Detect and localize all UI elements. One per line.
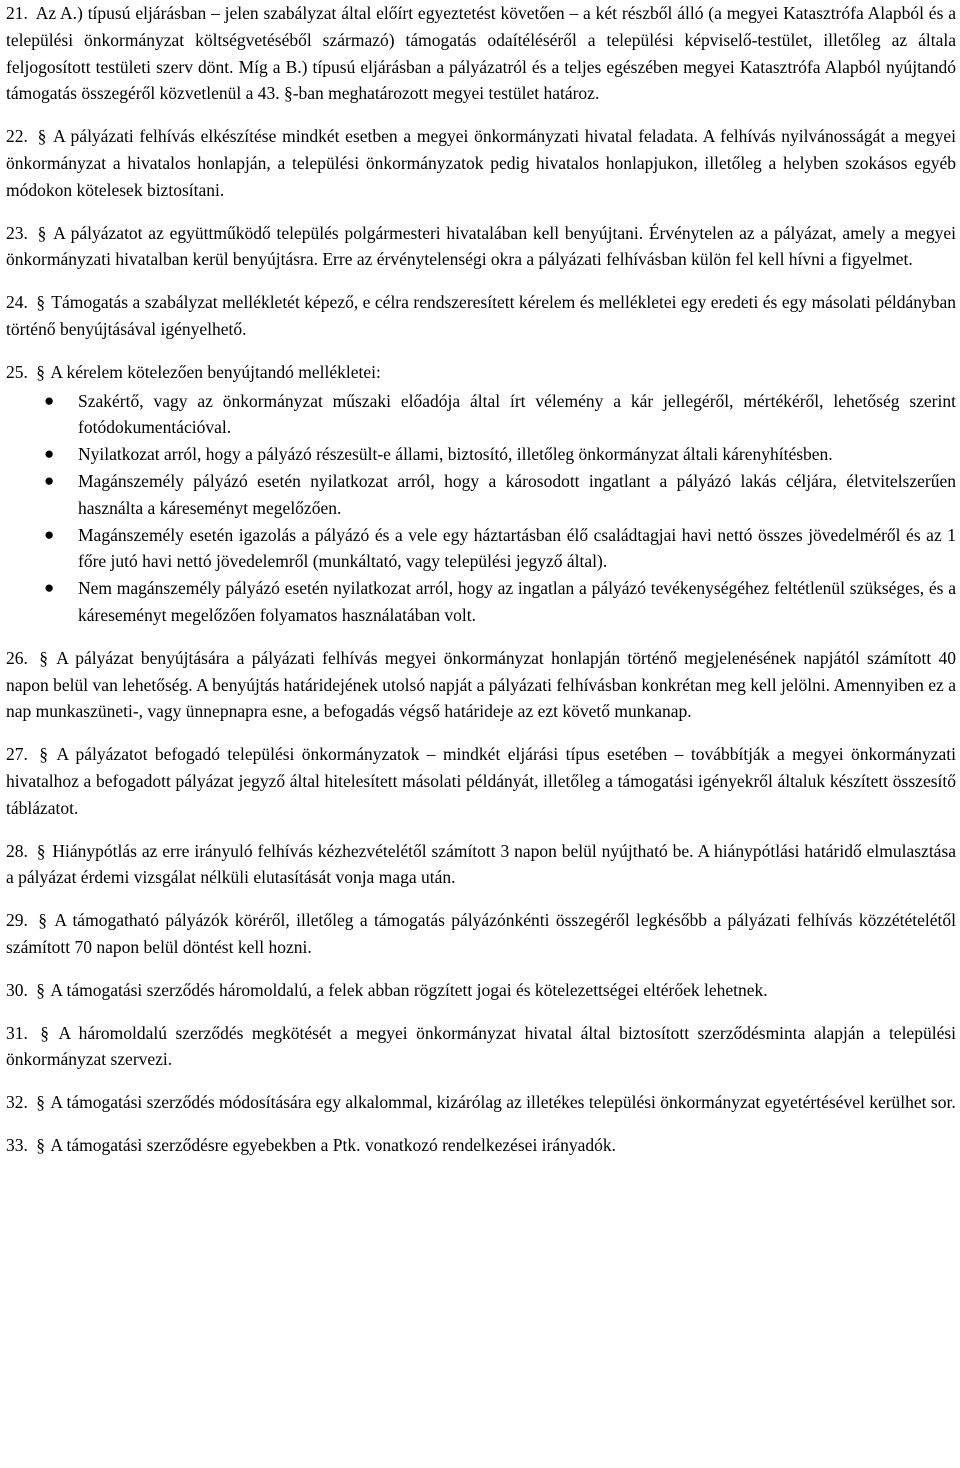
section-sign: § (40, 1022, 50, 1043)
bullet-icon: ● (44, 524, 55, 544)
section-sign: § (36, 361, 45, 382)
list-item-text: Magánszemély pályázó esetén nyilatkozat arról, hogy a károsodott ingatlant a pályázó lakás céljára, életvitelszerűen használta a káreseményt megelőzően. (78, 470, 956, 518)
paragraph-number: 31. (6, 1022, 28, 1043)
paragraph-28 (6, 838, 956, 892)
paragraph-27 (6, 741, 956, 821)
paragraph-31 (6, 1020, 956, 1074)
bullet-icon: ● (44, 444, 55, 464)
paragraph-32 (6, 1089, 956, 1116)
section-sign: § (39, 744, 49, 765)
section-sign: § (36, 840, 46, 861)
paragraph-26 (6, 645, 956, 725)
paragraph-text: A támogatási szerződés módosítására egy alkalommal, kizárólag az illetékes települési önkormányzat egyetértésével kerülhet sor. (50, 1092, 956, 1113)
paragraph-text: Az A.) típusú eljárásban – jelen szabályzat által előírt egyeztetést követően – a két részből álló (a megyei Katasztrófa Alapból és a települési önkormányzat költségvetéséből származó) támogatás odaítéléséről a települési képviselő-testület, illetőleg az általa feljogosított testületi szerv dönt. Míg a B.) típusú eljárásban a pályázatról és a teljes egészében megyei Katasztrófa Alapból nyújtandó támogatás összegéről közvetlenül a 43. §-ban meghatározott megyei testület határoz. (6, 3, 956, 104)
paragraph-number: 25. (6, 361, 28, 382)
section-sign: § (36, 979, 45, 1000)
paragraph-text: A háromoldalú szerződés megkötését a megyei önkormányzat hivatal által biztosított szerződésminta alapján a települési önkormányzat szervezi. (6, 1022, 957, 1070)
attachments-list (6, 388, 956, 629)
paragraph-22 (6, 123, 956, 203)
list-item (6, 441, 956, 468)
list-item-text: Nem magánszemély pályázó esetén nyilatkozat arról, hogy az ingatlan a pályázó tevékenységéhez feltétlenül szükséges, és a káreseményt megelőzően folyamatos használatában volt. (78, 578, 956, 625)
paragraph-number: 33. (6, 1134, 28, 1155)
section-sign: § (37, 222, 47, 243)
list-item (6, 468, 956, 522)
list-item (6, 522, 956, 576)
list-item-text: Magánszemély esetén igazolás a pályázó és a vele egy háztartásban élő családtagjai havi nettó összes jövedelméről és az 1 főre jutó havi nettó jövedelemről (munkáltató, vagy települési jegyző által). (78, 524, 956, 572)
paragraph-text: A kérelem kötelezően benyújtandó mellékletei: (50, 361, 381, 382)
paragraph-text: A támogatási szerződésre egyebekben a Ptk. vonatkozó rendelkezései irányadók. (50, 1134, 617, 1155)
paragraph-23 (6, 220, 956, 274)
paragraph-21 (6, 0, 956, 107)
paragraph-number: 32. (6, 1092, 28, 1113)
paragraph-number: 29. (6, 910, 28, 931)
paragraph-25 (6, 359, 956, 386)
list-item (6, 575, 956, 629)
section-sign: § (39, 647, 48, 668)
bullet-icon: ● (44, 390, 55, 410)
list-item-text: Nyilatkozat arról, hogy a pályázó részesült-e állami, biztosító, illetőleg önkormányzat általi kárenyhítésben. (78, 444, 833, 465)
paragraph-number: 28. (6, 840, 28, 861)
paragraph-number: 21. (6, 3, 28, 23)
paragraph-number: 22. (6, 126, 28, 147)
section-sign: § (36, 1134, 45, 1155)
paragraph-number: 23. (6, 222, 28, 243)
paragraph-33 (6, 1132, 956, 1159)
section-sign: § (38, 910, 47, 931)
paragraph-text: Hiánypótlás az erre irányuló felhívás kézhezvételétől számított 3 napon belül nyújtható be. A hiánypótlási határidő elmulasztása a pályázat érdemi vizsgálat nélküli elutasítását vonja maga után. (6, 840, 957, 888)
paragraph-text: A támogatási szerződés háromoldalú, a felek abban rögzített jogai és kötelezettségei eltérőek lehetnek. (50, 979, 768, 1000)
paragraph-text: A pályázatot befogadó települési önkormányzatok – mindkét eljárási típus esetében – továbbítják a megyei önkormányzati hivatalhoz a befogadott pályázat jegyző által hitelesített másolati példányát, illetőleg a támogatási igényekről általuk készített összesítő táblázatot. (6, 744, 956, 818)
paragraph-30 (6, 977, 956, 1004)
paragraph-text: A támogatható pályázók köréről, illetőleg a támogatás pályázónkénti összegéről legkésőbb a pályázati felhívás közzétételétől számított 70 napon belül döntést kell hozni. (6, 910, 956, 957)
list-item-text: Szakértő, vagy az önkormányzat műszaki előadója által írt vélemény a kár jellegéről, mértékéről, lehetőség szerint fotódokumentációval. (78, 390, 956, 438)
paragraph-text: A pályázatot az együttműködő település polgármesteri hivatalában kell benyújtani. Érvénytelen az a pályázat, amely a megyei önkormányzati hivatalban kerül benyújtásra. Erre az érvénytelenségi okra a pályázati felhívásban külön fel kell hívni a figyelmet. (6, 222, 956, 270)
bullet-icon: ● (44, 470, 55, 490)
bullet-icon: ● (44, 578, 55, 598)
section-sign: § (37, 126, 47, 147)
paragraph-text: A pályázat benyújtására a pályázati felhívás megyei önkormányzat honlapján történő megjelenésének napjától számított 40 napon belül van lehetőség. A benyújtás határidejének utolsó napját a pályázati felhívásban konkrétan meg kell jelölni. Amennyiben ez a nap munkaszüneti-, vagy ünnepnapra esne, a befogadás végső határideje az ezt követő munkanap. (6, 647, 957, 722)
paragraph-text: Támogatás a szabályzat mellékletét képező, e célra rendszeresített kérelem és mellékletei egy eredeti és egy másolati példányban történő benyújtásával igényelhető. (6, 292, 956, 339)
paragraph-29 (6, 907, 956, 961)
paragraph-number: 26. (6, 647, 28, 668)
paragraph-number: 27. (6, 744, 28, 765)
section-sign: § (36, 292, 46, 313)
paragraph-number: 30. (6, 979, 28, 1000)
paragraph-number: 24. (6, 292, 28, 313)
list-item (6, 388, 956, 442)
paragraph-text: A pályázati felhívás elkészítése mindkét esetben a megyei önkormányzati hivatal feladata. A felhívás nyilvánosságát a megyei önkormányzat a hivatalos honlapján, a települési önkormányzatok pedig hivatalos honlapjukon, illetőleg a helyben szokásos egyéb módokon kötelesek biztosítani. (6, 126, 956, 200)
paragraph-24 (6, 289, 956, 343)
section-sign: § (36, 1092, 45, 1113)
